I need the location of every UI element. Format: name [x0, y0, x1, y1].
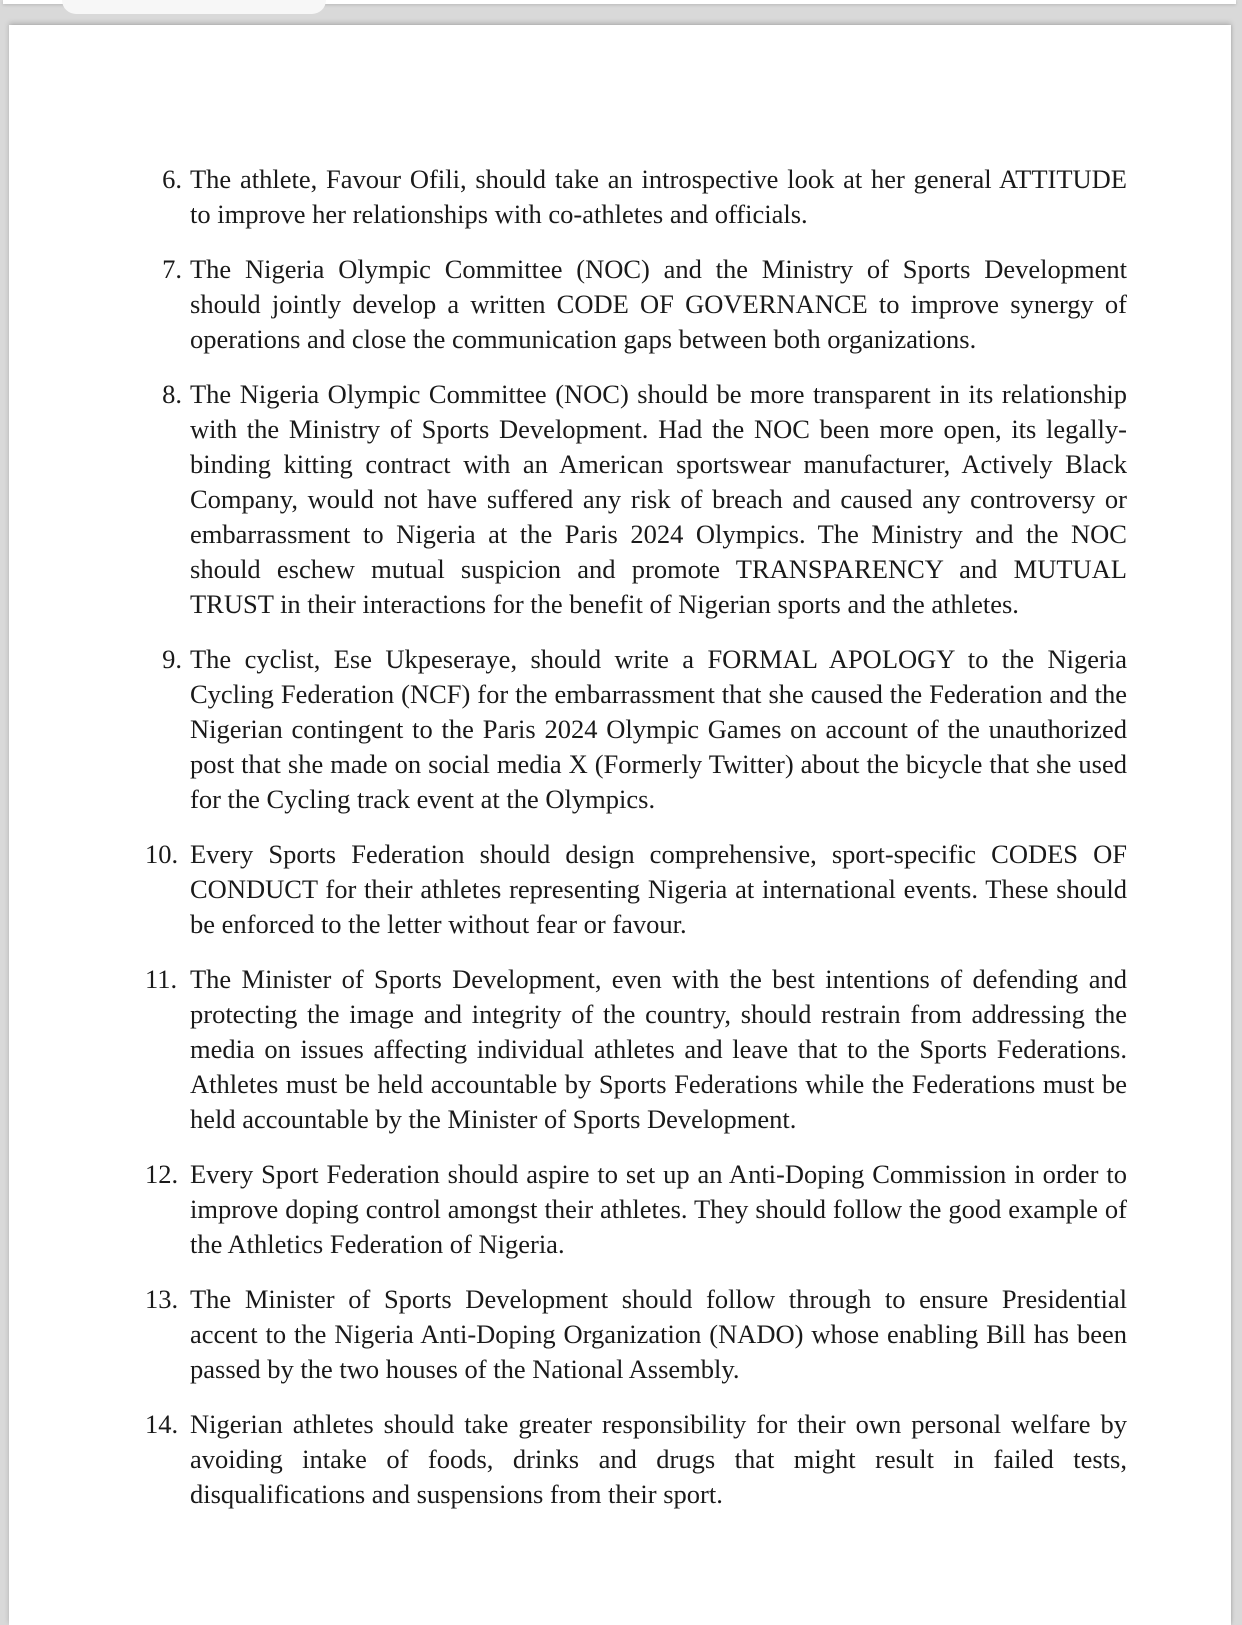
item-number: 13. [145, 1284, 179, 1314]
item-text: The Minister of Sports Development should follow through to ensure Presidential accent to the Nigeria Anti-Doping Organization (NADO) whose enabling Bill has been passed by the two houses of the National Assembly. [190, 1284, 1127, 1384]
item-text: Every Sport Federation should aspire to set up an Anti-Doping Commission in order to improve doping control amongst their athletes. They should follow the good example of the Athletics Federation of Nigeria. [190, 1159, 1127, 1259]
item-number: 11. [145, 964, 178, 994]
item-number: 7. [162, 254, 182, 284]
list-item [145, 377, 1127, 622]
list-item [145, 252, 1127, 357]
item-number: 6. [162, 164, 182, 194]
item-text: The Nigeria Olympic Committee (NOC) and the Ministry of Sports Development should jointly develop a written CODE OF GOVERNANCE to improve synergy of operations and close the communication gaps between both organizations. [190, 254, 1127, 354]
item-number: 8. [162, 379, 182, 409]
recommendations-list [145, 162, 1127, 1532]
list-item [145, 837, 1127, 942]
item-number: 12. [145, 1159, 179, 1189]
list-item [145, 1282, 1127, 1387]
list-item [145, 1407, 1127, 1512]
list-item [145, 962, 1127, 1137]
item-number: 9. [162, 644, 182, 674]
item-text: The athlete, Favour Ofili, should take an introspective look at her general ATTITUDE to improve her relationships with co-athletes and officials. [190, 164, 1127, 229]
item-number: 14. [145, 1409, 179, 1439]
list-item [145, 1157, 1127, 1262]
item-text: The Nigeria Olympic Committee (NOC) should be more transparent in its relationship with the Ministry of Sports Development. Had the NOC been more open, its legally-binding kitting contract with an American sportswear manufacturer, Actively Black Company, would not have suffered any risk of breach and caused any controversy or embarrassment to Nigeria at the Paris 2024 Olympics. The Ministry and the NOC should eschew mutual suspicion and promote TRANSPARENCY and MUTUAL TRUST in their interactions for the benefit of Nigerian sports and the athletes. [190, 379, 1127, 619]
item-text: The cyclist, Ese Ukpeseraye, should write a FORMAL APOLOGY to the Nigeria Cycling Federation (NCF) for the embarrassment that she caused the Federation and the Nigerian contingent to the Paris 2024 Olympic Games on account of the unauthorized post that she made on social media X (Formerly Twitter) about the bicycle that she used for the Cycling track event at the Olympics. [190, 644, 1127, 814]
list-item [145, 162, 1127, 232]
item-text: The Minister of Sports Development, even with the best intentions of defending and protecting the image and integrity of the country, should restrain from addressing the media on issues affecting individual athletes and leave that to the Sports Federations. Athletes must be held accountable by Sports Federations while the Federations must be held accountable by the Minister of Sports Development. [190, 964, 1127, 1134]
page-indicator-tab [62, 0, 326, 14]
list-item [145, 642, 1127, 817]
item-number: 10. [145, 839, 179, 869]
item-text: Every Sports Federation should design comprehensive, sport-specific CODES OF CONDUCT for their athletes representing Nigeria at international events. These should be enforced to the letter without fear or favour. [190, 839, 1127, 939]
item-text: Nigerian athletes should take greater responsibility for their own personal welfare by avoiding intake of foods, drinks and drugs that might result in failed tests, disqualifications and suspensions from their sport. [190, 1409, 1127, 1509]
